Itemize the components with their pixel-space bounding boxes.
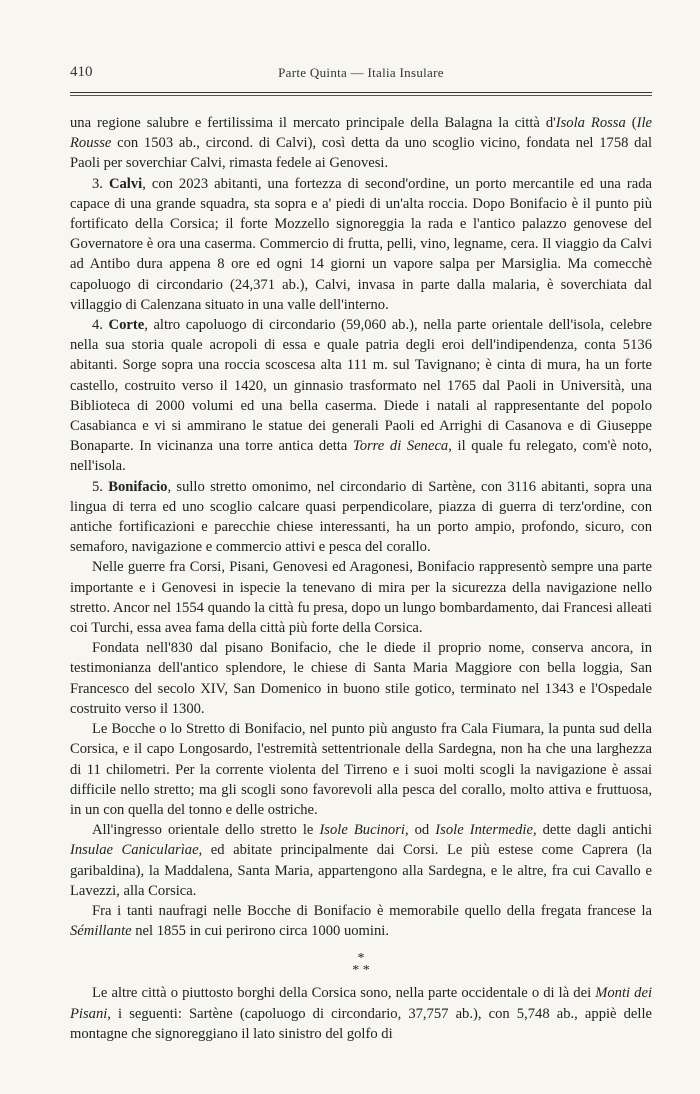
paragraph: Le Bocche o lo Stretto di Bonifacio, nel punto più angusto fra Cala Fiumara, la punta sud della Corsica, e il capo Longosardo, l'estremità settentrionale della Sardegna, non ha che una larghezza di 11 chilometri. Per la corrente violenta del Tirreno e i suoi molti scogli la navigazione è assai difficile nello stretto; ma gli scogli sono favorevoli alla pesca del corallo, molto attiva e fruttuosa, in un con quella del tonno e delle ostriche. — [70, 721, 652, 818]
page-number: 410 — [70, 64, 93, 80]
paragraph: Fondata nell'830 dal pisano Bonifacio, che le diede il proprio nome, conserva ancora, in testimonianza dell'antico splendore, le chiese di Santa Maria Maggiore con bella loggia, San Francesco del secolo XIV, San Domenico in buono stile gotico, terminato nel 1343 e l'Ospedale costruito verso il 1300. — [70, 640, 652, 717]
paragraph: Le altre città o piuttosto borghi della Corsica sono, nella parte occidentale o di là dei Monti dei Pisani, i seguenti: Sartène (capoluogo di circondario, 37,757 ab.), con 5,748 ab., appiè delle montagne che signoreggiano il lato sinistro del golfo di — [70, 985, 652, 1042]
header-rule-thin — [70, 95, 652, 96]
paragraph-calvi: 3. Calvi, con 2023 abitanti, una fortezza di second'ordine, un porto mercantile ed una rada capace di una grande squadra, sta sopra e a' piedi di un'alta roccia. Dopo Bonifacio è il punto più fortificato della Corsica; il forte Mozzello signoreggia la rada e l'antico palazzo genovese del Governatore è ora una caserma. Commercio di frutta, pelli, vino, legname, cera. Il viaggio da Calvi ad Antibo dura appena 8 ore ed ogni 14 giorni un vapore salpa per Marsiglia. Ma comecchè capoluogo di circondario (24,371 ab.), Calvi, invasa in parte dalla malaria, è soverchiata dal villaggio di Calenzana situato in una valle dell'interno. — [70, 175, 652, 313]
paragraph-bonifacio: 5. Bonifacio, sullo stretto omonimo, nel circondario di Sartène, con 3116 abitanti, sopra una lingua di terra ed uno scoglio calcare quasi perpendicolare, piazza di guerra di terz'ordine, con antiche fortificazioni e parecchie chiese interessanti, ha un porto ampio, profondo, sicuro, con semaforo, navigazione e commercio attivi e pesca del corallo. — [70, 478, 653, 556]
entry-heading: Calvi — [108, 175, 143, 192]
body-text — [70, 113, 652, 1044]
paragraph: Nelle guerre fra Corsi, Pisani, Genovesi ed Aragonesi, Bonifacio rappresentò sempre una parte importante e i Genovesi in ispecie la tenevano di mira per la sicurezza della navigazione nello stretto. Ancor nel 1554 quando la città fu presa, dopo un lungo bombardamento, dai Francesi alleati coi Turchi, essa avea fama della città più forte della Corsica. — [70, 559, 652, 637]
entry-heading: Corte — [108, 317, 145, 334]
paragraph: una regione salubre e fertilissima il mercato principale della Balagna la città d'Isola Rossa (Ile Rousse con 1503 ab., circond. di Calvi), così detta da uno scoglio vicino, fondata nel 1758 dal Paoli per soverchiar Calvi, rimasta fedele ai Genovesi. — [70, 115, 653, 172]
paragraph-corte: 4. Corte, altro capoluogo di circondario (59,060 ab.), nella parte orientale dell'isola, celebre nella sua storia quale acropoli di essa e quale patria degli eroi dell'indipendenza, conta 5136 abitanti. Sorge sopra una roccia scoscesa alta 111 m. sul Tavignano; è cinta di mura, ha un forte castello, costruito verso il 1420, un ginnasio trasformato nel 1765 dal Paoli in Università, una Biblioteca di 2000 volumi ed una bella caserma. Diede i natali al rappresentante del popolo Casabianca e vi si ammirano le statue dei generali Paoli ed Arrighi di Casanova e di Giuseppe Bonaparte. In vicinanza una torre antica detta Torre di Seneca, il quale fu relegato, com'è noto, nell'isola. — [70, 317, 653, 475]
running-title: Parte Quinta — Italia Insulare — [278, 65, 444, 80]
section-separator: * * * — [352, 951, 370, 979]
entry-heading: Bonifacio — [108, 478, 168, 495]
paragraph: Fra i tanti naufragi nelle Bocche di Bonifacio è memorabile quello della fregata francese la Sémillante nel 1855 in cui perirono circa 1000 uomini. — [70, 902, 652, 940]
page-header — [70, 64, 652, 84]
paragraph: All'ingresso orientale dello stretto le Isole Bucinori, od Isole Intermedie, dette dagli antichi Insulae Canicularìae, ed abitate principalmente dai Corsi. Le più estese come Caprera (la garibaldina), la Maddalena, Santa Maria, appartengono alla Sardegna, e le altre, fra cui Cavallo e Lavezzi, alla Corsica. — [70, 822, 652, 899]
header-rule — [70, 92, 652, 93]
